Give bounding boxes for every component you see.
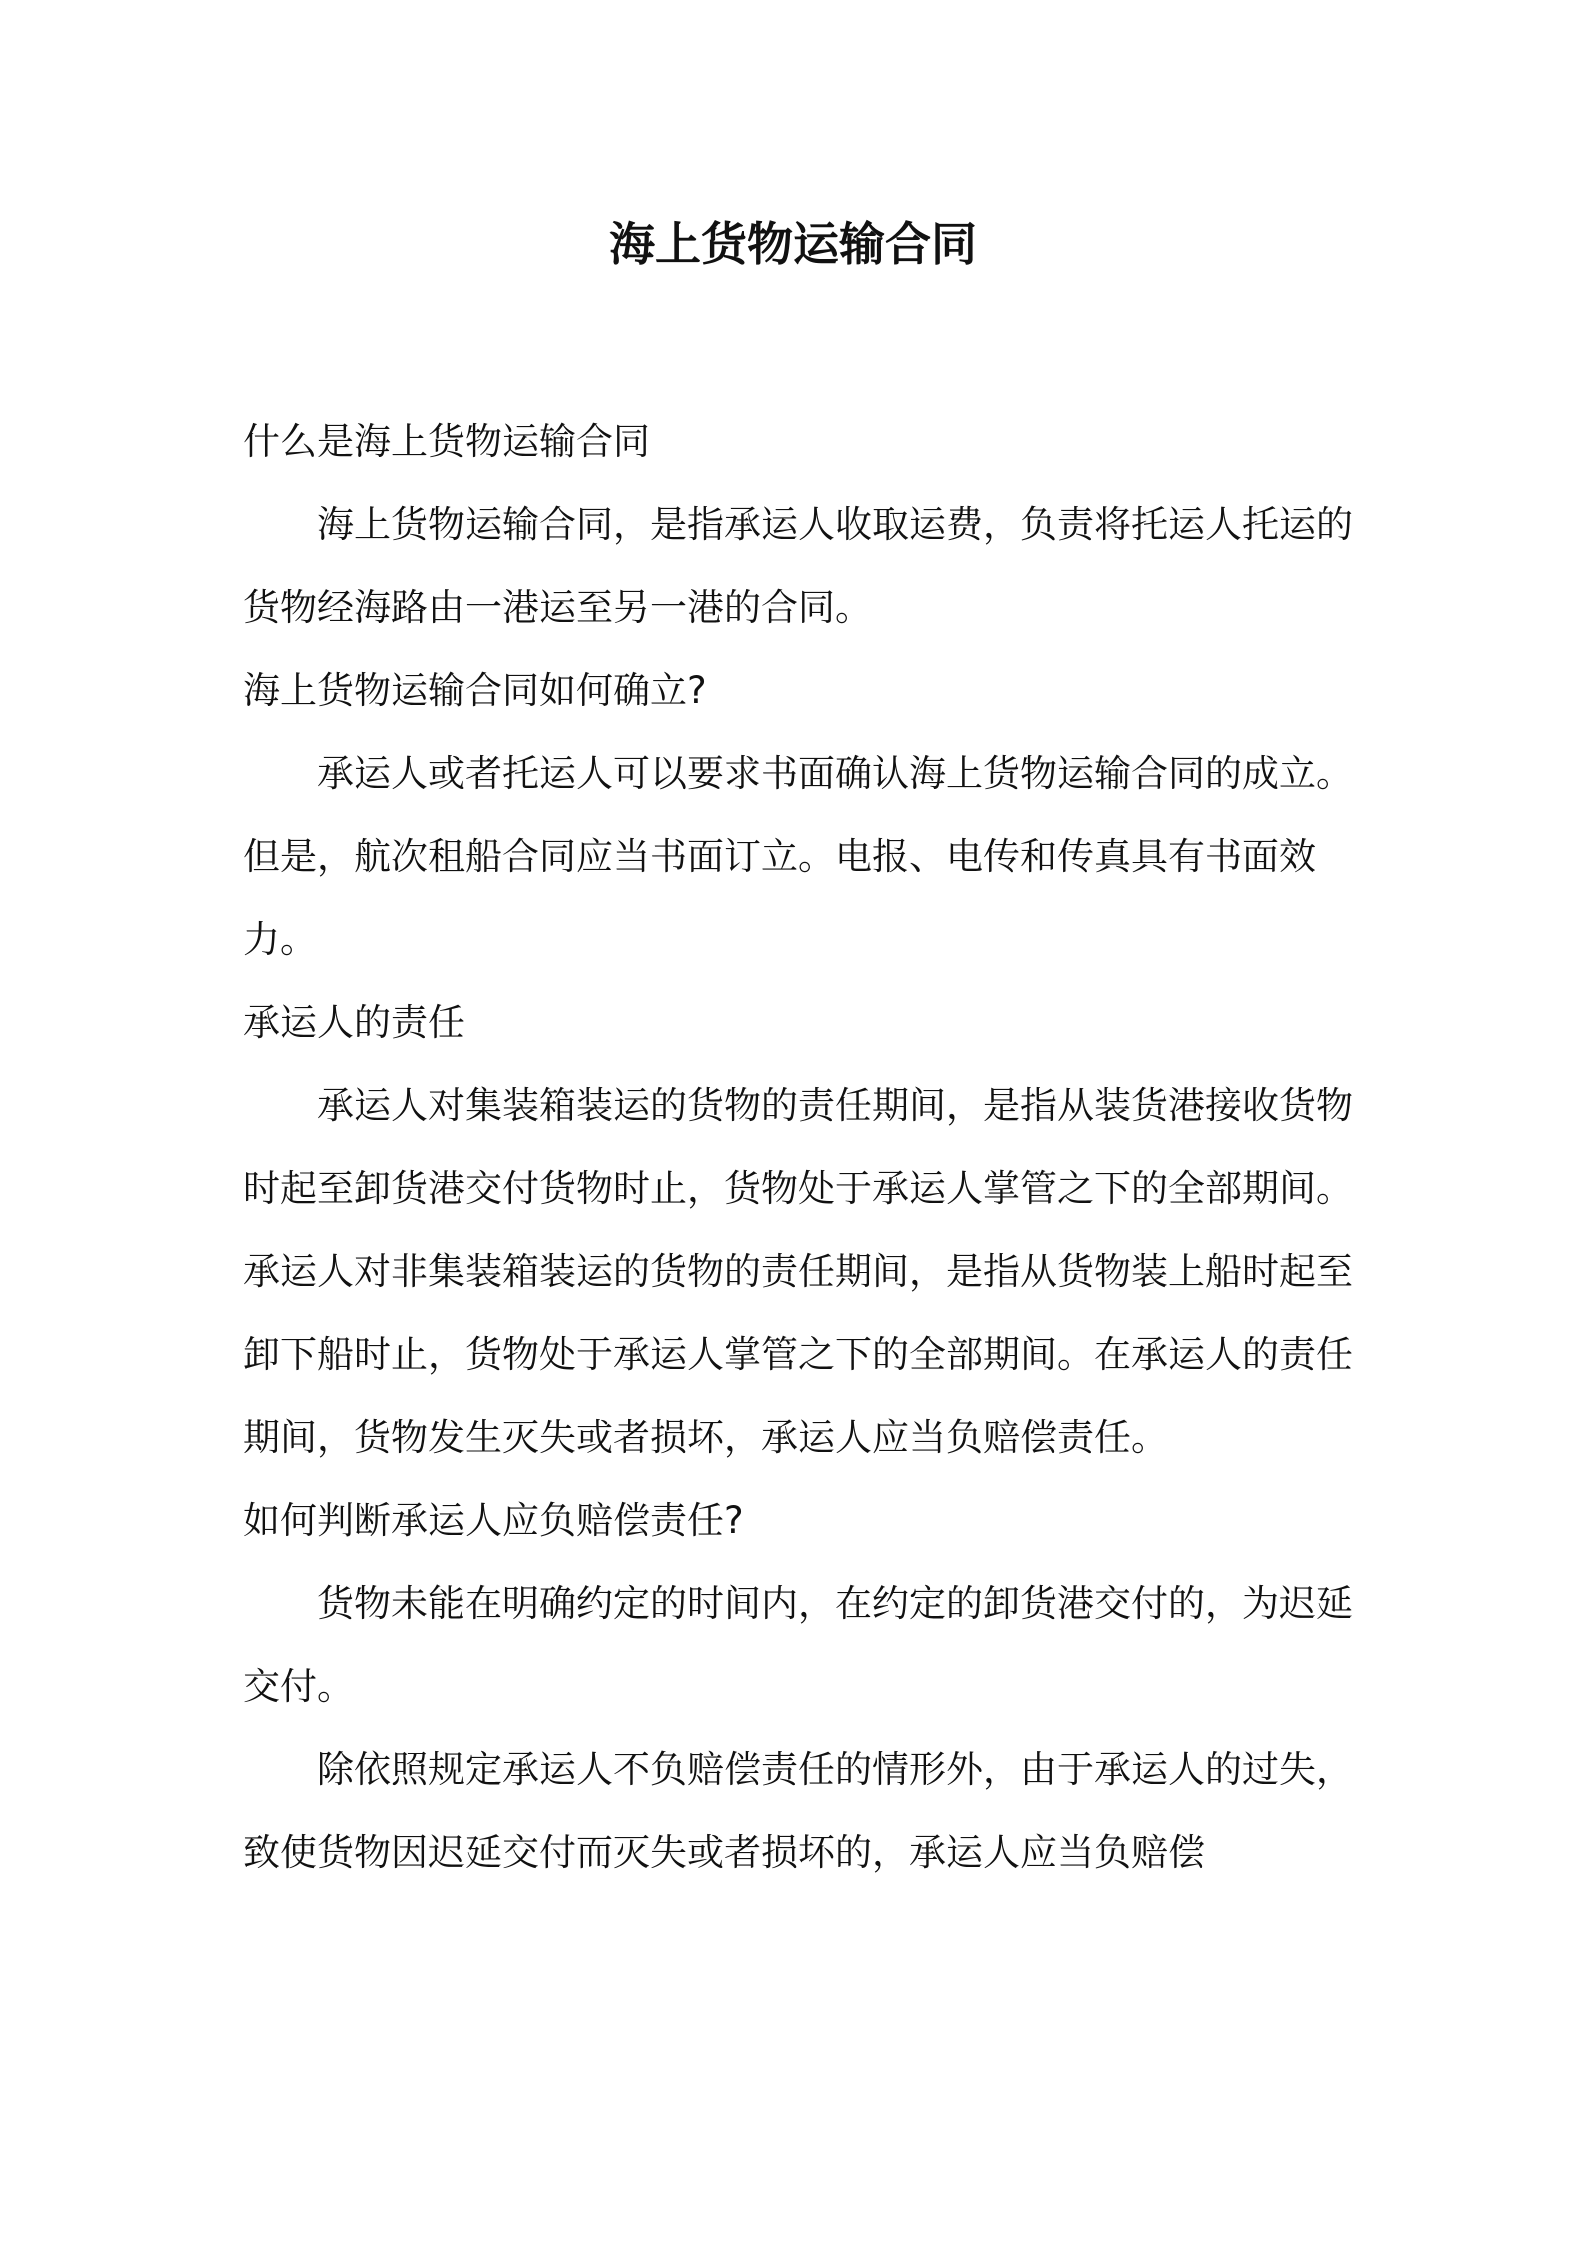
section-heading: 什么是海上货物运输合同 <box>243 420 650 463</box>
document-title: 海上货物运输合同 <box>609 217 977 271</box>
section-heading: 承运人的责任 <box>243 1001 465 1044</box>
section-paragraph: 承运人对集装箱装运的货物的责任期间，是指从装货港接收货物时起至卸货港交付货物时止，货物处于承运人掌管之下的全部期间。承运人对非集装箱装运的货物的责任期间，是指从货物装上船时起至卸下船时止，货物处于承运人掌管之下的全部期间。在承运人的责任期间，货物发生灭失或者损坏，承运人应当负赔偿责任。 <box>243 1084 1353 1459</box>
section-paragraph: 货物未能在明确约定的时间内，在约定的卸货港交付的，为迟延交付。 <box>243 1582 1353 1708</box>
section-heading: 如何判断承运人应负赔偿责任? <box>243 1499 744 1542</box>
section-paragraph: 承运人或者托运人可以要求书面确认海上货物运输合同的成立。但是，航次租船合同应当书面订立。电报、电传和传真具有书面效力。 <box>243 752 1353 961</box>
section-paragraph: 海上货物运输合同，是指承运人收取运费，负责将托运人托运的货物经海路由一港运至另一港的合同。 <box>243 503 1353 629</box>
section-paragraph: 除依照规定承运人不负赔偿责任的情形外，由于承运人的过失，致使货物因迟延交付而灭失或者损坏的，承运人应当负赔偿 <box>243 1748 1353 1874</box>
section-heading: 海上货物运输合同如何确立? <box>243 669 707 712</box>
document-body <box>243 400 1363 1894</box>
